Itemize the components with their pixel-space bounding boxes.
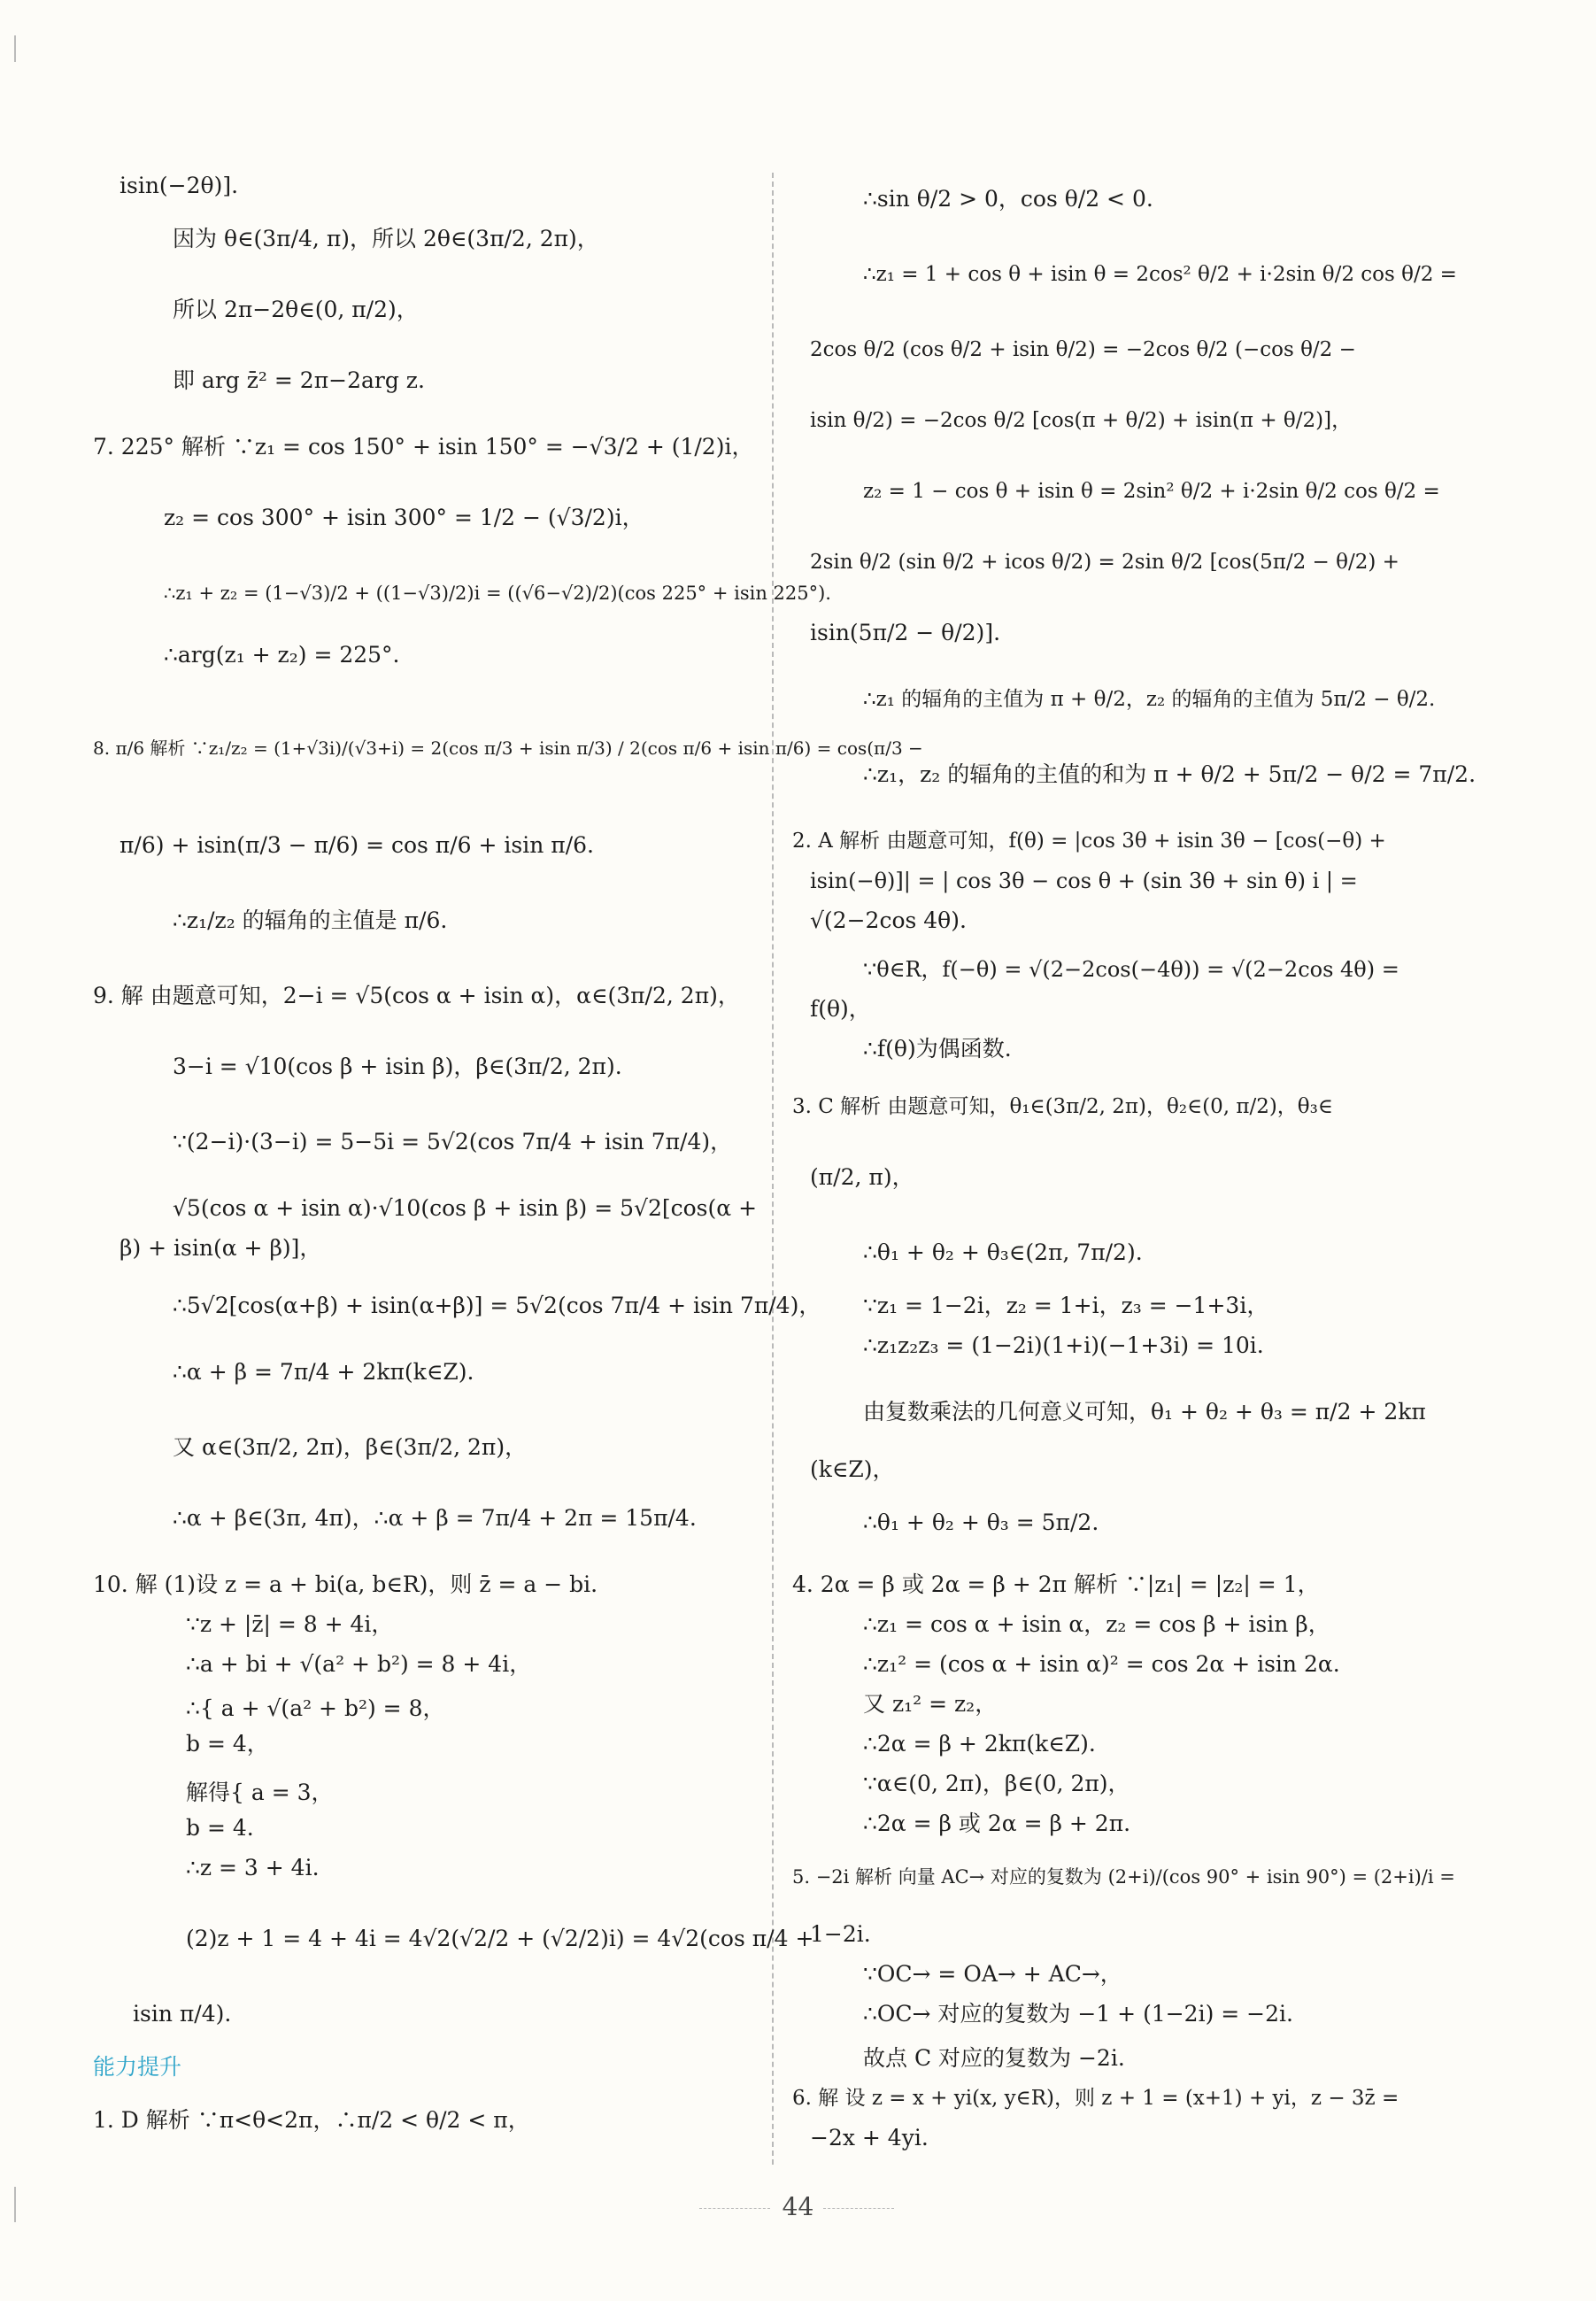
text-line: 所以 2π−2θ∈(0, π/2)， — [173, 297, 419, 322]
text-line: isin π/4). — [133, 2001, 232, 2027]
text-line: isin θ/2) = −2cos θ/2 [cos(π + θ/2) + isin(π + θ/2)]， — [810, 409, 1353, 432]
footer-rule-right — [823, 2208, 894, 2209]
text-line: isin(5π/2 − θ/2)]. — [810, 620, 1001, 645]
text-line: √(2−2cos 4θ). — [810, 907, 967, 933]
text-line: ∵(2−i)·(3−i) = 5−5i = 5√2(cos 7π/4 + isin 7π/4)， — [173, 1129, 733, 1154]
text-line: ∵α∈(0, 2π)，β∈(0, 2π)， — [863, 1771, 1130, 1796]
text-line: ∵θ∈R，f(−θ) = √(2−2cos(−4θ)) = √(2−2cos 4θ) = — [863, 957, 1399, 982]
text-line: ∵z₁ = 1−2i，z₂ = 1+i，z₃ = −1+3i， — [863, 1293, 1269, 1318]
text-line: ∴z₁z₂z₃ = (1−2i)(1+i)(−1+3i) = 10i. — [863, 1332, 1264, 1358]
text-line: ∴5√2[cos(α+β) + isin(α+β)] = 5√2(cos 7π/4 + isin 7π/4)， — [173, 1293, 821, 1318]
text-line: 由复数乘法的几何意义可知，θ₁ + θ₂ + θ₃ = π/2 + 2kπ — [863, 1399, 1426, 1425]
text-line: 即 arg z̄² = 2π−2arg z. — [173, 367, 425, 393]
text-line: ∴f(θ)为偶函数. — [863, 1036, 1012, 1062]
text-line: ∴OC→ 对应的复数为 −1 + (1−2i) = −2i. — [863, 2001, 1293, 2027]
text-line: z₂ = 1 − cos θ + isin θ = 2sin² θ/2 + i·2sin θ/2 cos θ/2 = — [863, 480, 1440, 503]
text-line: ∴z₁ 的辐角的主值为 π + θ/2，z₂ 的辐角的主值为 5π/2 − θ/2. — [863, 688, 1436, 711]
text-line: ∵OC→ = OA→ + AC→， — [863, 1961, 1122, 1987]
text-line: √5(cos α + isin α)·√10(cos β + isin β) = 5√2[cos(α + — [173, 1195, 758, 1221]
text-line: isin(−θ)]| = | cos 3θ − cos θ + (sin 3θ + sin θ) i | = — [810, 869, 1358, 893]
page-number: 44 — [782, 2192, 814, 2221]
text-line: ∴2α = β + 2kπ(k∈Z). — [863, 1731, 1096, 1757]
text-line: ∴arg(z₁ + z₂) = 225°. — [164, 642, 400, 668]
text-line: (2)z + 1 = 4 + 4i = 4√2(√2/2 + (√2/2)i) = 4√2(cos π/4 + — [186, 1926, 814, 1951]
text-line: 1. D 解析 ∵π<θ<2π，∴π/2 < θ/2 < π， — [93, 2107, 530, 2133]
text-line: 因为 θ∈(3π/4, π)，所以 2θ∈(3π/2, 2π)， — [173, 226, 599, 251]
text-line: 1−2i. — [810, 1921, 871, 1947]
text-line: (k∈Z)， — [810, 1456, 895, 1482]
text-line: ∴a + bi + √(a² + b²) = 8 + 4i， — [186, 1651, 532, 1677]
text-line: 解得{ a = 3， — [186, 1780, 334, 1805]
text-line: 又 α∈(3π/2, 2π)，β∈(3π/2, 2π)， — [173, 1434, 528, 1460]
text-line: (π/2, π)， — [810, 1164, 914, 1190]
text-line: 3−i = √10(cos β + isin β)，β∈(3π/2, 2π). — [173, 1054, 622, 1079]
text-line: 故点 C 对应的复数为 −2i. — [863, 2045, 1125, 2071]
text-line: ∴z₁ = cos α + isin α，z₂ = cos β + isin β， — [863, 1611, 1330, 1637]
text-line: 2. A 解析 由题意可知，f(θ) = |cos 3θ + isin 3θ − [cos(−θ) + — [792, 830, 1386, 853]
column-divider — [772, 173, 774, 2165]
text-line: ∴z₁ = 1 + cos θ + isin θ = 2cos² θ/2 + i·2sin θ/2 cos θ/2 = — [863, 263, 1457, 286]
text-line: ∴z₁ + z₂ = (1−√3)/2 + ((1−√3)/2)i = ((√6−√2)/2)(cos 225° + isin 225°). — [164, 583, 831, 604]
text-line: −2x + 4yi. — [810, 2125, 929, 2150]
text-line: 8. π/6 解析 ∵z₁/z₂ = (1+√3i)/(√3+i) = 2(cos π/3 + isin π/3) / 2(cos π/6 + isin π/6) = cos(π/3 − — [93, 737, 923, 759]
text-line: b = 4， — [186, 1731, 269, 1757]
text-line: ∴{ a + √(a² + b²) = 8， — [186, 1695, 445, 1721]
text-line: ∴θ₁ + θ₂ + θ₃∈(2π, 7π/2). — [863, 1239, 1143, 1265]
text-line: 2sin θ/2 (sin θ/2 + icos θ/2) = 2sin θ/2 [cos(5π/2 − θ/2) + — [810, 551, 1399, 574]
text-line: π/6) + isin(π/3 − π/6) = cos π/6 + isin π/6. — [120, 832, 594, 858]
text-line: 又 z₁² = z₂， — [863, 1691, 998, 1717]
text-line: 5. −2i 解析 向量 AC→ 对应的复数为 (2+i)/(cos 90° + isin 90°) = (2+i)/i = — [792, 1866, 1455, 1888]
text-line: 3. C 解析 由题意可知，θ₁∈(3π/2, 2π)，θ₂∈(0, π/2)，θ₃∈ — [792, 1095, 1333, 1118]
text-line: 10. 解 (1)设 z = a + bi(a, b∈R)，则 z̄ = a − bi. — [93, 1571, 598, 1597]
text-line: ∴z₁² = (cos α + isin α)² = cos 2α + isin 2α. — [863, 1651, 1340, 1677]
text-line: ∴2α = β 或 2α = β + 2π. — [863, 1811, 1131, 1836]
text-line: 6. 解 设 z = x + yi(x, y∈R)，则 z + 1 = (x+1) + yi，z − 3z̄ = — [792, 2087, 1399, 2110]
text-line: ∴z₁/z₂ 的辐角的主值是 π/6. — [173, 907, 448, 933]
text-line: 7. 225° 解析 ∵z₁ = cos 150° + isin 150° = −√3/2 + (1/2)i， — [93, 434, 754, 459]
text-line: z₂ = cos 300° + isin 300° = 1/2 − (√3/2)i， — [164, 505, 644, 530]
text-line: ∵z + |z̄| = 8 + 4i， — [186, 1611, 394, 1637]
text-line: 9. 解 由题意可知，2−i = √5(cos α + isin α)，α∈(3π/2, 2π)， — [93, 983, 740, 1008]
section-heading: 能力提升 — [93, 2054, 182, 2080]
text-line: ∴z = 3 + 4i. — [186, 1855, 320, 1880]
text-line: isin(−2θ)]. — [120, 173, 239, 198]
text-line: 2cos θ/2 (cos θ/2 + isin θ/2) = −2cos θ/2 (−cos θ/2 − — [810, 338, 1356, 361]
text-line: ∴sin θ/2 > 0，cos θ/2 < 0. — [863, 186, 1153, 212]
text-line: f(θ)， — [810, 996, 871, 1022]
text-line: ∴z₁，z₂ 的辐角的主值的和为 π + θ/2 + 5π/2 − θ/2 = 7π/2. — [863, 761, 1476, 787]
text-line: ∴θ₁ + θ₂ + θ₃ = 5π/2. — [863, 1510, 1099, 1535]
text-line: ∴α + β = 7π/4 + 2kπ(k∈Z). — [173, 1359, 474, 1385]
text-line: b = 4. — [186, 1815, 254, 1841]
text-line: ∴α + β∈(3π, 4π)，∴α + β = 7π/4 + 2π = 15π/4. — [173, 1505, 697, 1531]
text-line: 4. 2α = β 或 2α = β + 2π 解析 ∵|z₁| = |z₂| = 1， — [792, 1571, 1320, 1597]
text-line: β) + isin(α + β)]， — [120, 1235, 322, 1261]
margin-mark — [14, 35, 16, 62]
